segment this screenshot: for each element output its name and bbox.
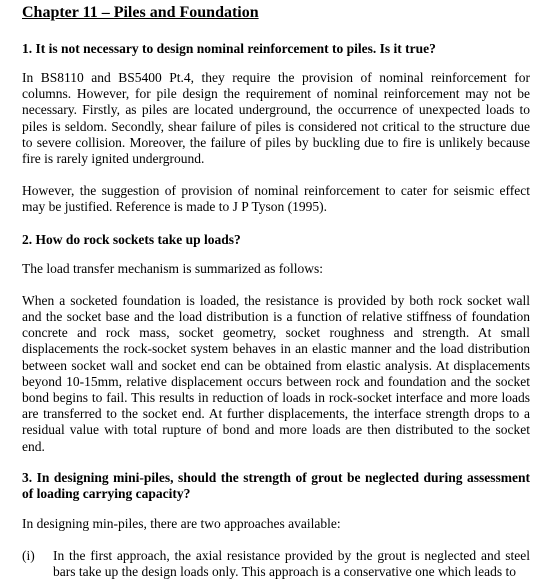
document-page: [22, 0, 530, 580]
question-2-paragraph-1: The load transfer mechanism is summarized as follows:: [22, 260, 324, 276]
question-1-paragraph-2: However, the suggestion of provision of nominal reinforcement to cater for seismic effect may be justified. Reference is made to J P Tyson (1995).: [22, 183, 530, 215]
list-item-marker: (i): [22, 548, 35, 564]
question-3-paragraph-1: In designing min-piles, there are two approaches available:: [22, 515, 341, 531]
question-2-heading: 2. How do rock sockets take up loads?: [22, 231, 241, 247]
list-item: [22, 548, 530, 580]
list-item-text: In the first approach, the axial resistance provided by the grout is neglected and steel bars take up the design loads only. This approach is a conservative one which leads to: [53, 548, 530, 580]
question-1-heading: 1. It is not necessary to design nominal reinforcement to piles. Is it true?: [22, 41, 436, 56]
question-2-paragraph-2: When a socketed foundation is loaded, the resistance is provided by both rock socket wall and the socket base and the load distribution is a function of relative stiffness of foundation concrete and rock mass, socket geometry, socket roughness and strength. At small displacements the rock-socket system behaves in an elastic manner and the load distribution between socket wall and socket end can be obtained from elastic analysis. At displacements beyond 10-15mm, relative displacement occurs between rock and foundation and the socket bond begins to fail. This results in reduction of loads in rock-socket interface and more loads are transferred to the socket end. At further displacements, the interface strength drops to a residual value with total rupture of bond and more loads are then distributed to the socket end.: [22, 292, 530, 454]
chapter-title: Chapter 11 – Piles and Foundation: [22, 4, 259, 21]
question-3-heading: 3. In designing mini-piles, should the strength of grout be neglected during assessment of loading carrying capacity?: [22, 469, 530, 501]
question-1-paragraph-1: In BS8110 and BS5400 Pt.4, they require the provision of nominal reinforcement for columns. However, for pile design the requirement of nominal reinforcement may not be necessary. Firstly, as piles are located underground, the occurrence of unexpected loads to piles is seldom. Secondly, shear failure of piles is considered not critical to the structure due to severe collision. Moreover, the failure of piles by buckling due to fire is unlikely because fire is rarely ignited underground.: [22, 70, 530, 167]
